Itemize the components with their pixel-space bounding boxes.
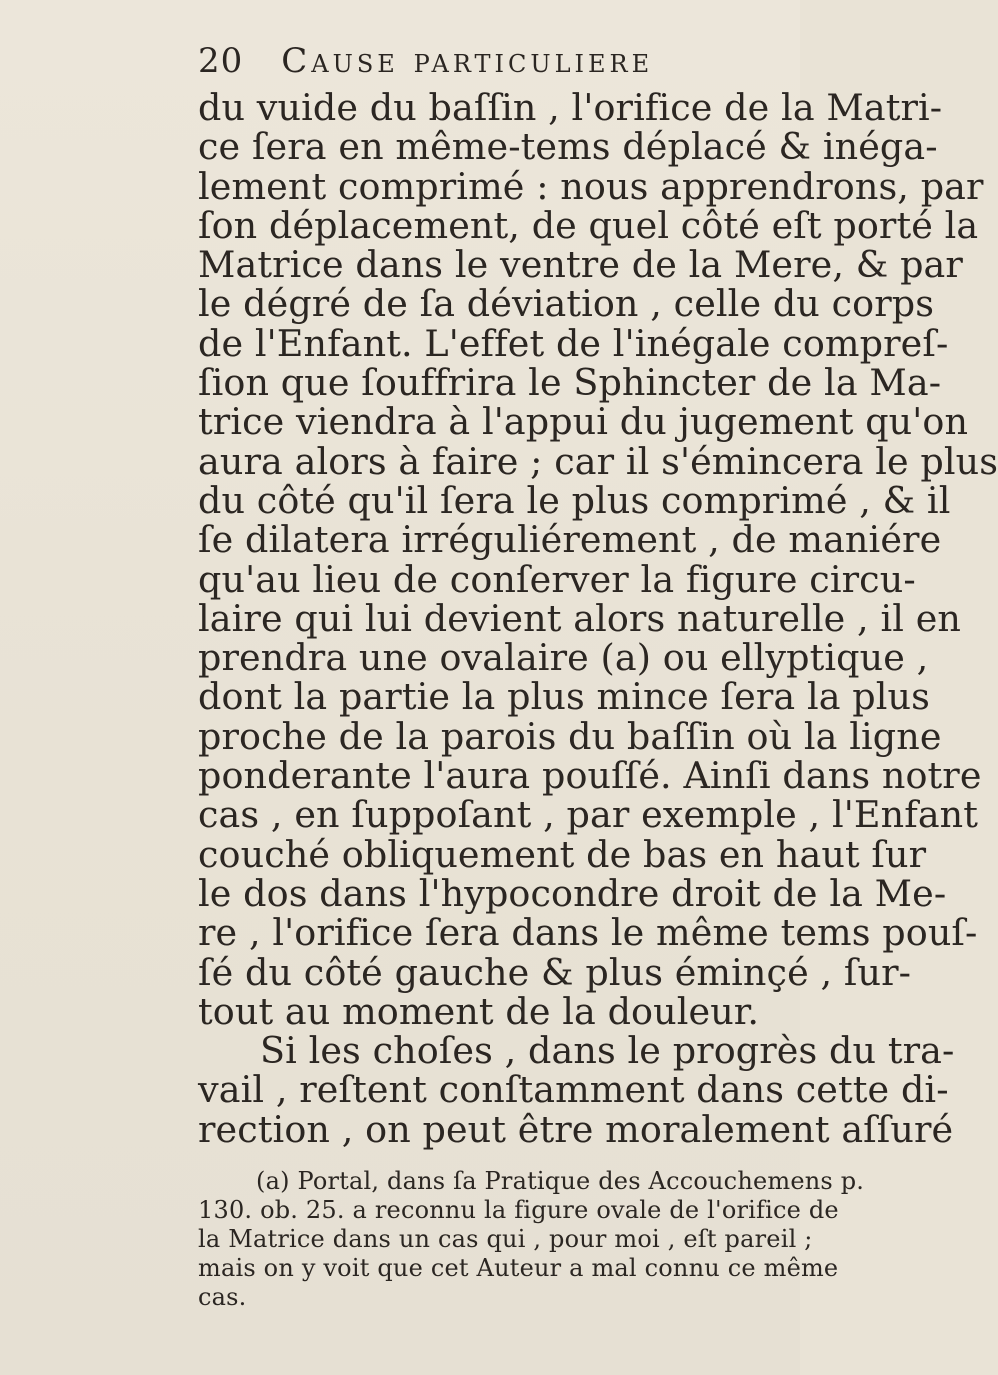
text-line: couché obliquement de bas en haut ſur	[198, 832, 927, 876]
text-line: trice viendra à l'appui du jugement qu'on	[198, 400, 969, 444]
text-line: proche de la parois du baſſin où la ligne	[198, 714, 942, 758]
footnote	[198, 1167, 865, 1312]
text-line: lement comprimé : nous apprendrons, par	[198, 164, 984, 208]
paragraph-start-line: Si les choſes , dans le progrès du tra-	[260, 1029, 955, 1073]
text-line: aura alors à faire ; car il s'émincera le plus	[198, 439, 998, 483]
text-line: ſe dilatera irréguliérement , de maniére	[198, 518, 942, 562]
text-line: dont la partie la plus mince ſera la plus	[198, 675, 930, 719]
text-line: ſion que ſouffrira le Sphincter de la Ma-	[198, 361, 942, 405]
text-line: du côté qu'il ſera le plus comprimé , & il	[198, 478, 951, 522]
text-line: ſon déplacement, de quel côté eſt porté la	[198, 203, 979, 247]
text-line: laire qui lui devient alors naturelle , il en	[198, 596, 961, 640]
text-line: ponderante l'aura pouſſé. Ainſi dans notre	[198, 754, 982, 798]
text-line: cas , en ſuppoſant , par exemple , l'Enfant	[198, 793, 979, 837]
footnote-line: (a) Portal, dans ſa Pratique des Accouchemens p.	[256, 1167, 865, 1196]
text-line: rection , on peut être moralement aſſuré	[198, 1107, 954, 1151]
text-line: Matrice dans le ventre de la Mere, & par	[198, 243, 963, 287]
text-line: qu'au lieu de conſerver la figure circu-	[198, 557, 916, 601]
text-line: le dos dans l'hypocondre droit de la Me-	[198, 871, 947, 915]
footnote-line: 130. ob. 25. a reconnu la figure ovale de l'orifice de	[198, 1196, 839, 1225]
text-line: de l'Enfant. L'effet de l'inégale compreſ-	[198, 321, 949, 365]
text-line: le dégré de ſa déviation , celle du corps	[198, 282, 935, 326]
text-line: ſé du côté gauche & plus éminçé , ſur-	[198, 950, 912, 994]
text-line: re , l'orifice ſera dans le même tems pouſ-	[198, 911, 978, 955]
text-line: vail , reſtent conſtamment dans cette di-	[198, 1068, 949, 1112]
footnote-line: la Matrice dans un cas qui , pour moi , eſt pareil ;	[198, 1225, 813, 1254]
text-line: ce ſera en même-tems déplacé & inéga-	[198, 125, 938, 169]
text-line: tout au moment de la douleur.	[198, 989, 760, 1033]
text-line: prendra une ovalaire (a) ou ellyptique ,	[198, 636, 929, 680]
page-number: 20	[198, 41, 244, 81]
body-text	[198, 86, 998, 1151]
footnote-line: mais on y voit que cet Auteur a mal connu ce même	[198, 1254, 839, 1283]
page-header	[198, 41, 768, 81]
text-line: du vuide du baſſin , l'orifice de la Matri-	[198, 86, 943, 129]
running-title: Cause particuliere	[281, 41, 654, 81]
footnote-line: cas.	[198, 1283, 247, 1312]
